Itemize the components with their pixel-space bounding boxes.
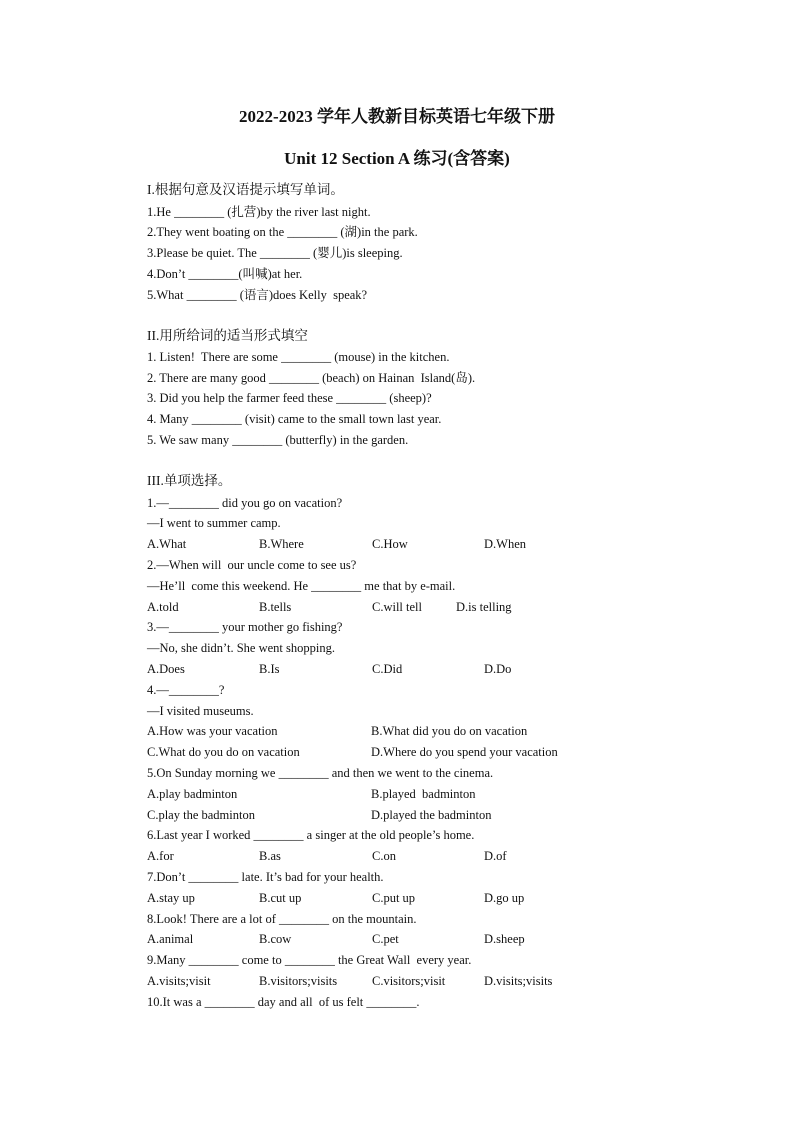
option-b: B.visitors;visits [259,974,338,988]
option-b: B.as [259,849,281,863]
option-b: B.What did you do on vacation [371,724,528,738]
option-d: D.Where do you spend your vacation [371,745,558,759]
question-stem: 7.Don’t ________ late. It’s bad for your health. [147,870,384,884]
section2-item: 3. Did you help the farmer feed these ________ (sheep)? [147,391,432,405]
question-reply: —He’ll come this weekend. He ________ me that by e-mail. [147,579,456,593]
section1-heading: I.根据句意及汉语提示填写单词。 [147,182,344,197]
option-a: A.play badminton [147,787,238,801]
section2-item: 1. Listen! There are some ________ (mouse) in the kitchen. [147,350,450,364]
section1-item: 1.He ________ (扎营)by the river last night. [147,205,371,219]
option-c: C.How [372,537,408,551]
option-d: D.sheep [484,932,525,946]
option-d: D.visits;visits [484,974,553,988]
section1-item: 5.What ________ (语言)does Kelly speak? [147,288,368,302]
option-a: A.for [147,849,174,863]
question-reply: —I visited museums. [147,704,254,718]
option-a: A.What [147,537,187,551]
section2-item: 5. We saw many ________ (butterfly) in the garden. [147,433,409,447]
option-c: C.play the badminton [147,808,255,822]
option-b: B.Where [259,537,304,551]
option-c: C.put up [372,891,416,905]
option-a: A.Does [147,662,185,676]
document-subtitle: Unit 12 Section A 练习(含答案) [284,149,510,168]
option-c: C.on [372,849,396,863]
question-stem: 10.It was a ________ day and all of us felt ________. [147,995,420,1009]
question-stem: 5.On Sunday morning we ________ and then we went to the cinema. [147,766,494,780]
option-b: B.cow [259,932,292,946]
option-c: C.pet [372,932,399,946]
section2-item: 4. Many ________ (visit) came to the small town last year. [147,412,442,426]
section2-heading: II.用所给词的适当形式填空 [147,328,308,343]
option-c: C.What do you do on vacation [147,745,300,759]
option-d: D.When [484,537,526,551]
question-stem: 6.Last year I worked ________ a singer at the old people’s home. [147,828,475,842]
question-stem: 9.Many ________ come to ________ the Great Wall every year. [147,953,472,967]
option-d: D.played the badminton [371,808,492,822]
option-c: C.will tell [372,600,422,614]
question-stem: 4.—________? [147,683,225,697]
option-b: B.played badminton [371,787,476,801]
option-b: B.Is [259,662,280,676]
question-reply: —I went to summer camp. [147,516,281,530]
question-stem: 8.Look! There are a lot of ________ on the mountain. [147,912,417,926]
option-a: A.stay up [147,891,195,905]
option-b: B.tells [259,600,292,614]
option-a: A.animal [147,932,194,946]
option-d: D.go up [484,891,525,905]
section1-item: 4.Don’t ________(叫喊)at her. [147,267,303,281]
option-a: A.How was your vacation [147,724,278,738]
section1-item: 2.They went boating on the ________ (湖)in the park. [147,225,418,239]
section2-item: 2. There are many good ________ (beach) on Hainan Island(岛). [147,371,476,385]
question-stem: 2.—When will our uncle come to see us? [147,558,357,572]
option-a: A.visits;visit [147,974,211,988]
option-d: D.Do [484,662,512,676]
option-d: D.of [484,849,507,863]
document-title: 2022-2023 学年人教新目标英语七年级下册 [239,107,555,126]
option-a: A.told [147,600,179,614]
option-c: C.Did [372,662,403,676]
section3-heading: III.单项选择。 [147,473,232,488]
question-stem: 3.—________ your mother go fishing? [147,620,343,634]
question-stem: 1.—________ did you go on vacation? [147,496,343,510]
section1-item: 3.Please be quiet. The ________ (婴儿)is sleeping. [147,246,403,260]
option-d: D.is telling [456,600,512,614]
question-reply: —No, she didn’t. She went shopping. [147,641,335,655]
option-c: C.visitors;visit [372,974,446,988]
option-b: B.cut up [259,891,302,905]
